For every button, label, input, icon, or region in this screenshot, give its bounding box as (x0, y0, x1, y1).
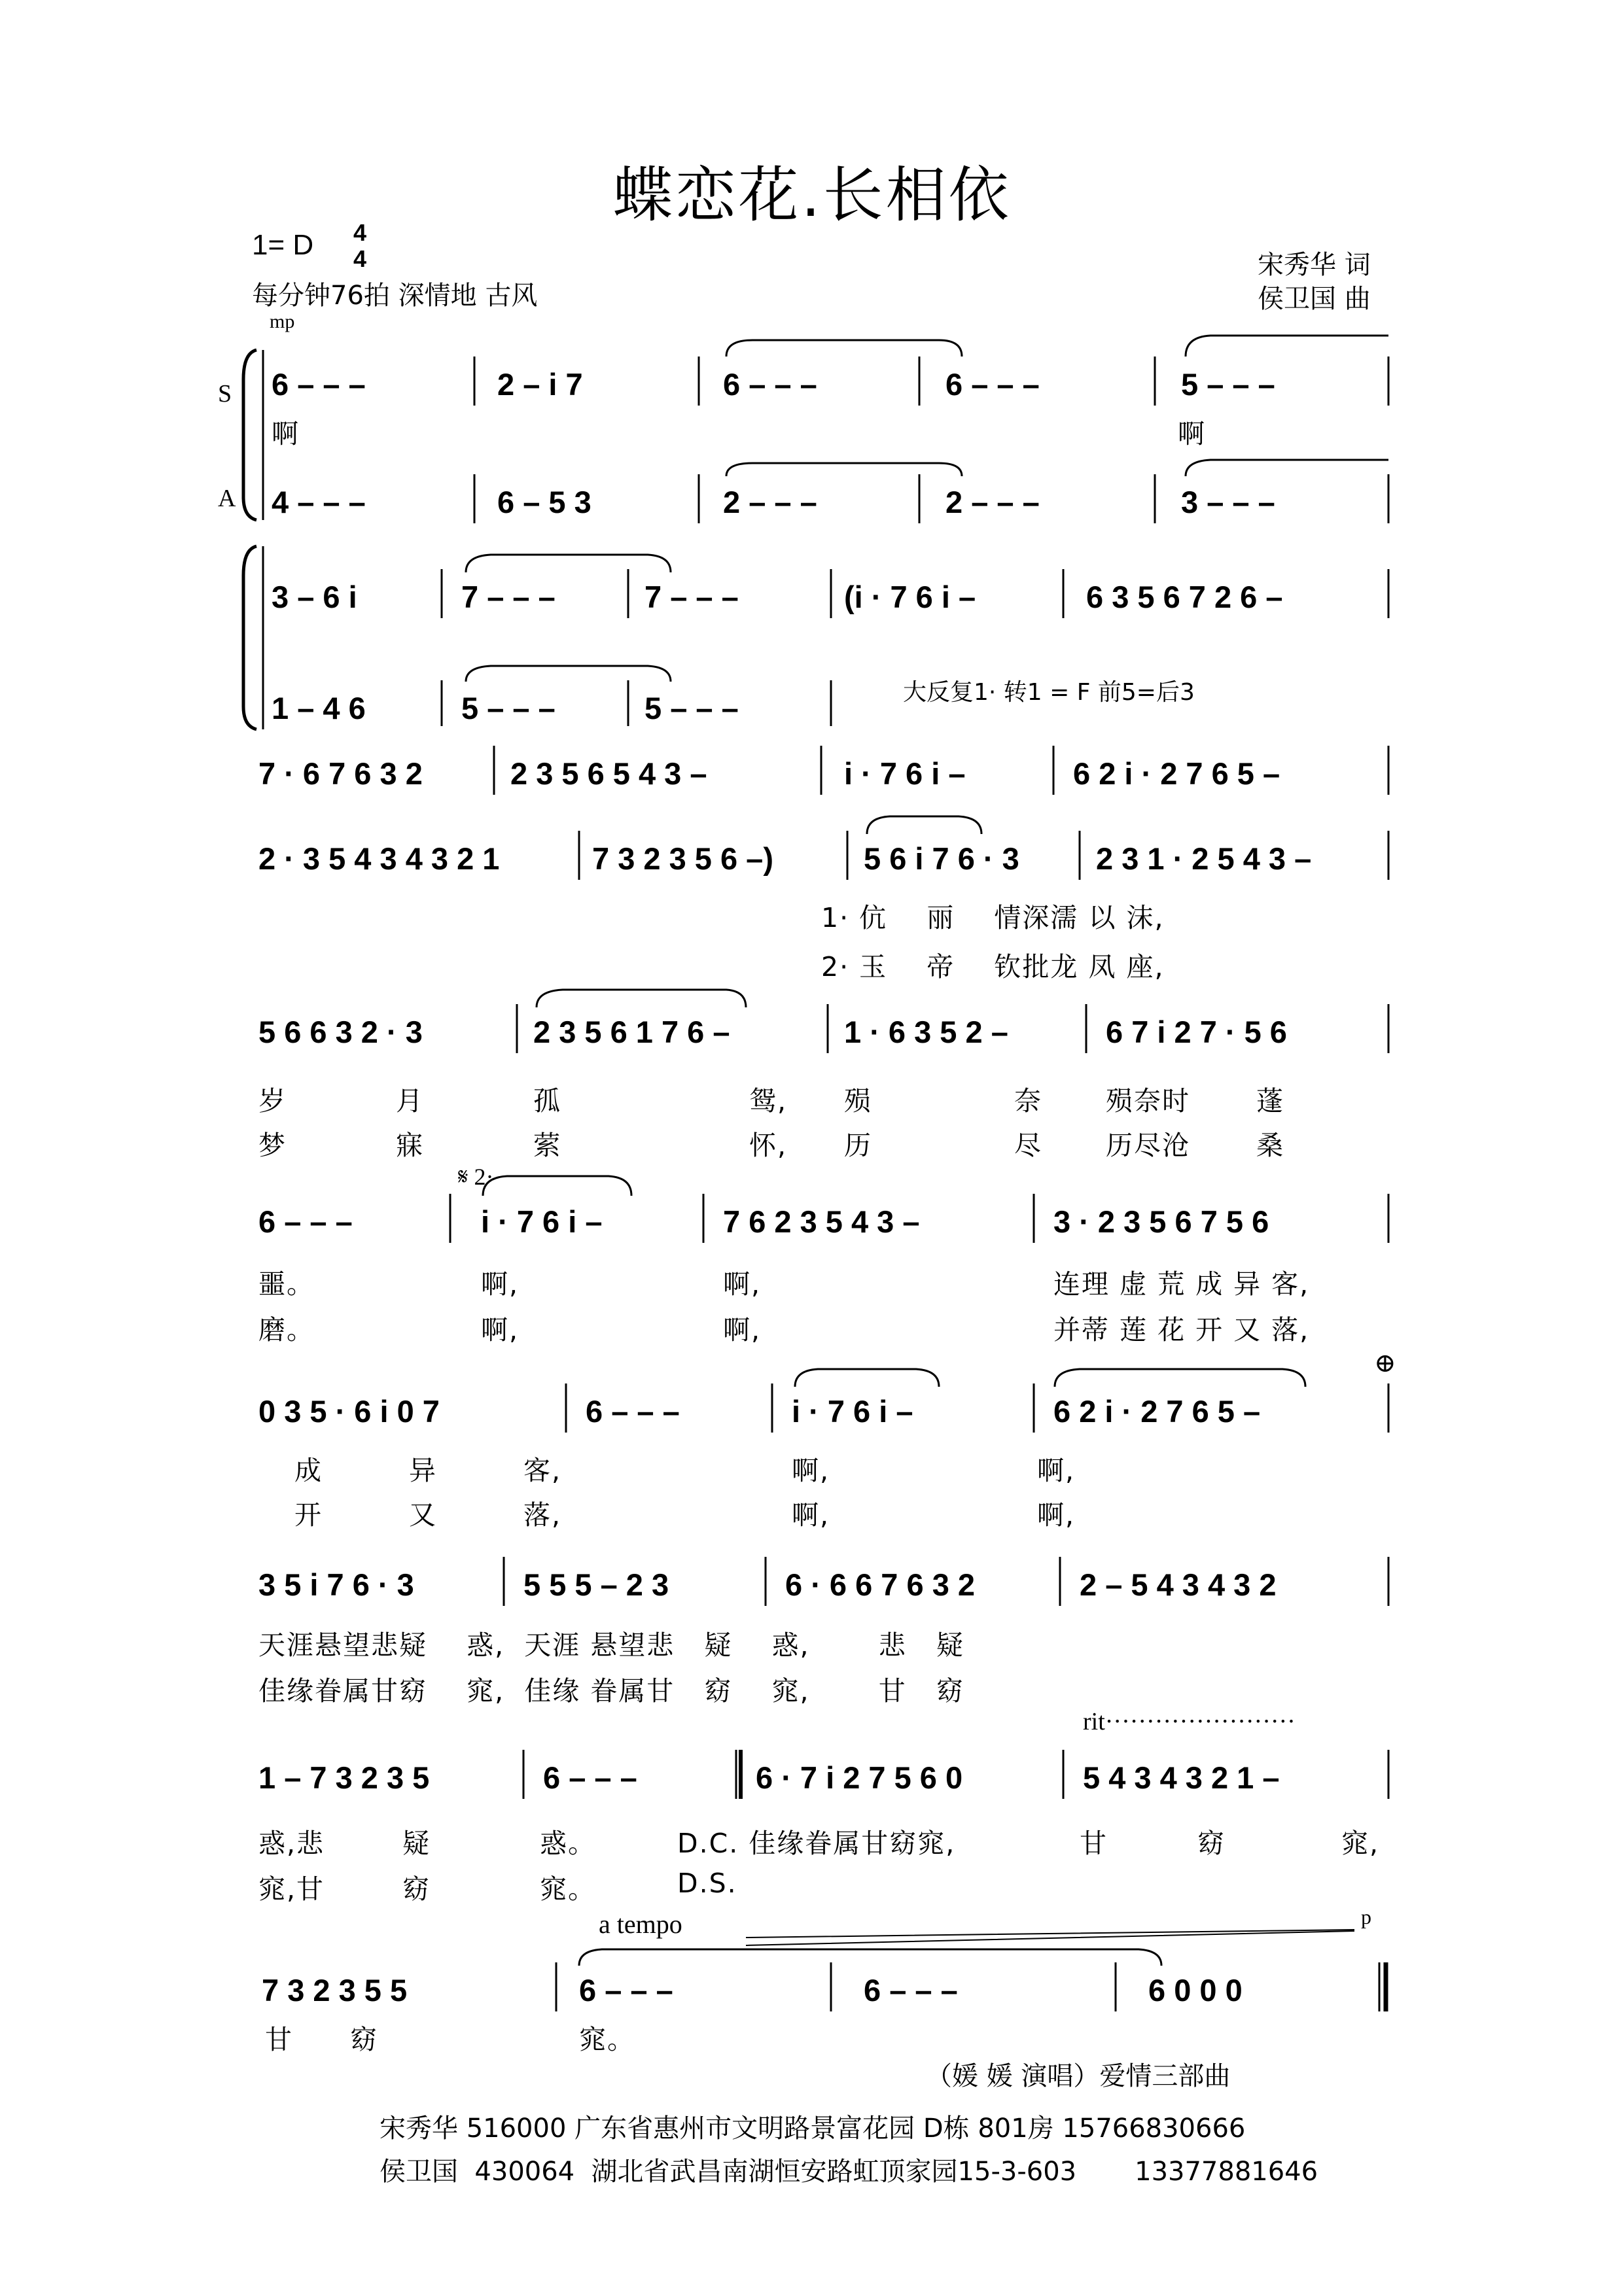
s8-lyrics-verse2: 佳缘眷属甘窈 窕, 佳缘 眷属甘 窈 窕, 甘 窈 (258, 1675, 964, 1707)
s7-l1-1: 异 (409, 1455, 437, 1486)
s5-l2-3: 怀, (749, 1130, 788, 1161)
s4-m3: 5 6 i 7 6 · 3 (864, 841, 1019, 876)
s1-alto-m3: 2 – – – (723, 485, 817, 519)
s4-m4: 2 3 1 · 2 5 4 3 – (1096, 841, 1312, 876)
s7-m1: 0 3 5 · 6 i 0 7 (258, 1394, 440, 1429)
s9-l2-2: 窕。 (540, 1873, 596, 1905)
s1-lyric-2: 啊 (1178, 418, 1206, 449)
s5-m1: 5 6 6 3 2 · 3 (258, 1015, 423, 1049)
rit-marking: rit······················· (1083, 1708, 1296, 1735)
s5-l1-7: 蓬 (1256, 1085, 1284, 1117)
s7-l1-2: 客, (523, 1455, 562, 1486)
tie (1186, 460, 1388, 476)
s9-l2-3: D.S. (677, 1868, 737, 1899)
s6-l2-0: 磨。 (258, 1314, 315, 1346)
composer-credit: 侯卫国 曲 (1258, 284, 1371, 314)
s5-l2-0: 梦 (258, 1130, 287, 1161)
s9-l1-2: 惑。 (540, 1828, 596, 1859)
s2-alto-m2: 5 – – – (461, 691, 556, 725)
s1-soprano-m5: 5 – – – (1181, 367, 1275, 402)
slur (867, 816, 981, 834)
s1-soprano-m1: 6 – – – (272, 367, 366, 402)
s2-soprano-m4: (i · 7 6 i – (844, 580, 976, 614)
s8-m3: 6 · 6 6 7 6 3 2 (785, 1567, 976, 1602)
s9-l1-4: 甘 (1080, 1828, 1108, 1859)
s8-m1: 3 5 i 7 6 · 3 (258, 1567, 414, 1602)
s5-l2-5: 尽 (1014, 1130, 1042, 1161)
s5-l1-3: 鸳, (749, 1085, 788, 1117)
slur (795, 1369, 939, 1387)
s9-m4: 5 4 3 4 3 2 1 – (1083, 1760, 1280, 1795)
s5-m4: 6 7 i 2 7 · 5 6 (1106, 1015, 1287, 1049)
s2-soprano-m2: 7 – – – (461, 580, 556, 614)
s5-l1-6: 殒奈时 (1106, 1085, 1190, 1117)
s7-l2-4: 啊, (1037, 1499, 1076, 1531)
s7-l2-3: 啊, (792, 1499, 830, 1531)
s9-l1-1: 疑 (402, 1828, 431, 1859)
s3-m3: i · 7 6 i – (844, 756, 966, 791)
s4-m2: 7 3 2 3 5 6 –) (592, 841, 773, 876)
s6-m3: 7 6 2 3 5 4 3 – (723, 1204, 920, 1239)
tie (466, 666, 671, 682)
s9-l2-0: 窕,甘 (258, 1873, 325, 1905)
s4-lyrics-verse1: 1· 伉 丽 情深濡 以 沫, (821, 902, 1165, 933)
time-signature-denominator: 4 (353, 245, 367, 272)
slur (1055, 1369, 1305, 1387)
s1-lyric-1: 啊 (272, 418, 300, 449)
s4-m1: 2 · 3 5 4 3 4 3 2 1 (258, 841, 500, 876)
key-signature: 1= D (252, 229, 314, 261)
slur (537, 990, 746, 1007)
s9-m2: 6 – – – (543, 1760, 637, 1795)
s5-m3: 1 · 6 3 5 2 – (844, 1015, 1008, 1049)
footer-contact-lyricist: 宋秀华 516000 广东省惠州市文明路景富花园 D栋 801房 15766830666 (380, 2113, 1246, 2144)
s9-l1-3: D.C. 佳缘眷属甘窈窕, (677, 1828, 956, 1859)
s7-l2-1: 又 (409, 1499, 437, 1531)
tie (579, 1949, 1161, 1966)
s7-m3: i · 7 6 i – (792, 1394, 913, 1429)
s9-m3: 6 · 7 i 2 7 5 6 0 (756, 1760, 963, 1795)
s6-l1-0: 噩。 (258, 1268, 315, 1300)
s3-m4: 6 2 i · 2 7 6 5 – (1073, 756, 1280, 791)
s2-alto-m3: 5 – – – (644, 691, 739, 725)
s6-l1-2: 啊, (723, 1268, 762, 1300)
s2-repeat-instruction: 大反复1· 转1 = F 前5=后3 (903, 679, 1195, 706)
tie (726, 340, 962, 357)
dynamic-p: p (1361, 1905, 1371, 1928)
s7-l1-0: 成 (294, 1455, 323, 1486)
s6-m4: 3 · 2 3 5 6 7 5 6 (1053, 1204, 1269, 1239)
s5-l2-6: 历尽沧 (1106, 1130, 1190, 1161)
s4-lyrics-verse2: 2· 玉 帝 钦批龙 凤 座, (821, 951, 1165, 983)
s5-l2-7: 桑 (1256, 1130, 1284, 1161)
a-tempo-marking: a tempo (599, 1909, 682, 1939)
time-signature-numerator: 4 (353, 219, 367, 246)
s5-l1-0: 岁 (258, 1085, 287, 1117)
page-title: 蝶恋花.长相依 (612, 160, 1012, 230)
tie (726, 463, 962, 476)
performer-credit: （媛 媛 演唱）爱情三部曲 (926, 2061, 1231, 2091)
s2-soprano-m1: 3 – 6 i (272, 580, 357, 614)
s3-m1: 7 · 6 7 6 3 2 (258, 756, 423, 791)
s1-soprano-m3: 6 – – – (723, 367, 817, 402)
dynamic-mp: mp (270, 311, 295, 332)
tie (466, 555, 671, 572)
s1-alto-m4: 2 – – – (945, 485, 1040, 519)
s9-l1-6: 窕, (1341, 1828, 1380, 1859)
s1-alto-m1: 4 – – – (272, 485, 366, 519)
lyricist-credit: 宋秀华 词 (1258, 250, 1371, 280)
s6-m2: i · 7 6 i – (481, 1204, 603, 1239)
s5-l2-4: 历 (844, 1130, 872, 1161)
s6-l1-1: 啊, (481, 1268, 520, 1300)
s9-l2-1: 窈 (402, 1873, 431, 1905)
s1-alto-m2: 6 – 5 3 (497, 485, 591, 519)
s2-soprano-m5: 6 3 5 6 7 2 6 – (1086, 580, 1283, 614)
s6-m1: 6 – – – (258, 1204, 353, 1239)
s5-l1-5: 奈 (1014, 1085, 1042, 1117)
s6-l2-2: 啊, (723, 1314, 762, 1346)
s6-l2-1: 啊, (481, 1314, 520, 1346)
s9-m1: 1 – 7 3 2 3 5 (258, 1760, 430, 1795)
s10-l-0: 甘 (265, 2024, 293, 2055)
s7-l1-3: 啊, (792, 1455, 830, 1486)
s1-brace (243, 350, 256, 520)
s10-m1: 7 3 2 3 5 5 (262, 1973, 408, 2008)
s5-l1-1: 月 (396, 1085, 424, 1117)
s7-l1-4: 啊, (1037, 1455, 1076, 1486)
s8-m4: 2 – 5 4 3 4 3 2 (1080, 1567, 1277, 1602)
s2-brace (243, 546, 256, 729)
coda-mark: ⊕ (1374, 1348, 1396, 1378)
s7-l2-2: 落, (523, 1499, 562, 1531)
s6-l2-3: 并蒂 莲 花 开 又 落, (1053, 1314, 1310, 1346)
soprano-label: S (218, 380, 232, 408)
s10-m2: 6 – – – (579, 1973, 673, 2008)
s8-lyrics-verse1: 天涯悬望悲疑 惑, 天涯 悬望悲 疑 惑, 悲 疑 (258, 1629, 964, 1661)
s10-m3: 6 – – – (864, 1973, 958, 2008)
s7-l2-0: 开 (294, 1499, 323, 1531)
s10-l-1: 窈 (350, 2024, 378, 2055)
alto-label: A (218, 485, 236, 512)
s6-l1-3: 连理 虚 荒 成 异 客, (1053, 1268, 1310, 1300)
footer-contact-composer: 侯卫国 430064 湖北省武昌南湖恒安路虹顶家园15-3-603 13377881646 (380, 2157, 1318, 2187)
s2-soprano-m3: 7 – – – (644, 580, 739, 614)
slur (483, 1176, 631, 1196)
s8-m2: 5 5 5 – 2 3 (523, 1567, 669, 1602)
s10-l-2: 窕。 (579, 2024, 635, 2055)
s10-m4: 6 0 0 0 (1148, 1973, 1243, 2008)
s9-l1-0: 惑,悲 (258, 1828, 325, 1859)
s3-m2: 2 3 5 6 5 4 3 – (510, 756, 707, 791)
s5-l2-2: 萦 (533, 1130, 561, 1161)
tie (1186, 336, 1388, 357)
s7-m4: 6 2 i · 2 7 6 5 – (1053, 1394, 1261, 1429)
s1-soprano-m4: 6 – – – (945, 367, 1040, 402)
diminuendo-hairpin (746, 1930, 1354, 1945)
s5-l1-4: 殒 (844, 1085, 872, 1117)
s5-l2-1: 寐 (396, 1130, 424, 1161)
s2-alto-m1: 1 – 4 6 (272, 691, 366, 725)
s9-l1-5: 窈 (1197, 1828, 1226, 1859)
s7-m2: 6 – – – (586, 1394, 680, 1429)
tempo-marking: 每分钟76拍 深情地 古风 (252, 281, 538, 311)
s1-alto-m5: 3 – – – (1181, 485, 1275, 519)
s5-m2: 2 3 5 6 1 7 6 – (533, 1015, 730, 1049)
s5-l1-2: 孤 (533, 1085, 561, 1117)
s1-soprano-m2: 2 – i 7 (497, 367, 583, 402)
segno-mark: 𝄋 2· (458, 1164, 494, 1190)
